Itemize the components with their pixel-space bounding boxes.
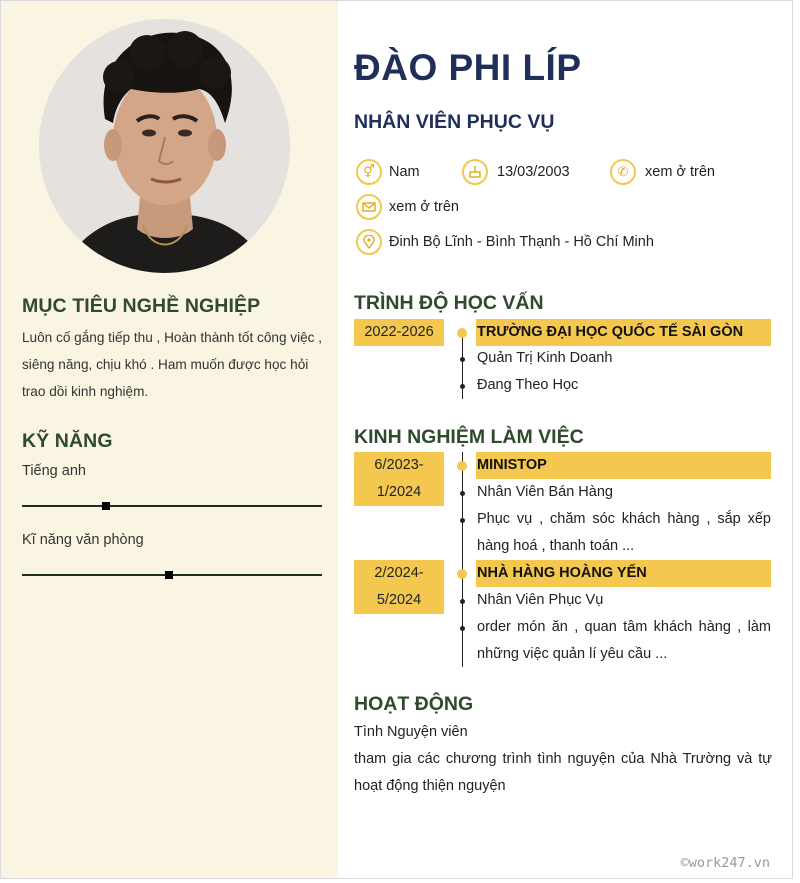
candidate-name: ĐÀO PHI LÍP <box>354 47 582 88</box>
experience-date-end: 5/2024 <box>376 592 422 608</box>
school-name: TRƯỜNG ĐẠI HỌC QUỐC TẾ SÀI GÒN <box>476 319 771 346</box>
bullet <box>460 357 465 362</box>
timeline-dot <box>457 569 467 579</box>
bullet <box>460 491 465 496</box>
email-icon <box>356 194 382 220</box>
activity-title: Tình Nguyện viên <box>354 724 468 740</box>
company-name: MINISTOP <box>476 452 771 479</box>
experience-timeline <box>462 452 463 667</box>
skill-name: Kĩ năng văn phòng <box>22 532 144 548</box>
bullet <box>460 599 465 604</box>
sidebar <box>1 1 338 879</box>
objective-text: Luôn cố gắng tiếp thu , Hoàn thành tốt công việc , siêng năng, chịu khó . Ham muốn được học hỏi trao dồi kinh nghiệm. <box>22 330 323 399</box>
phone-info <box>610 158 715 186</box>
experience-date-end: 1/2024 <box>376 484 422 500</box>
timeline-dot <box>457 328 467 338</box>
avatar <box>39 19 290 273</box>
education-major: Quản Trị Kinh Doanh <box>477 350 613 366</box>
job-position: Nhân Viên Bán Hàng <box>477 484 613 500</box>
skill-bar <box>22 505 322 507</box>
bullet <box>460 518 465 523</box>
experience-date-start: 2/2024- <box>374 565 424 581</box>
watermark: ©work247.vn <box>680 855 770 871</box>
bullet <box>460 384 465 389</box>
company-name: NHÀ HÀNG HOÀNG YẾN <box>476 560 771 587</box>
address-info <box>356 228 654 256</box>
phone-icon: ✆ <box>610 159 636 185</box>
gender-info <box>356 158 420 186</box>
email-value: xem ở trên <box>389 199 459 215</box>
skill-level-marker <box>102 502 110 510</box>
address-value: Đinh Bộ Lĩnh - Bình Thạnh - Hồ Chí Minh <box>389 234 654 250</box>
birthday-cake-icon <box>462 159 488 185</box>
experience-date-start: 6/2023- <box>374 457 424 473</box>
education-date-text: 2022-2026 <box>364 324 434 340</box>
bullet <box>460 626 465 631</box>
skills-heading: KỸ NĂNG <box>22 430 113 452</box>
education-heading: TRÌNH ĐỘ HỌC VẤN <box>354 292 544 314</box>
gender-icon: ⚥ <box>356 159 382 185</box>
activities-heading: HOẠT ĐỘNG <box>354 693 474 715</box>
education-date <box>354 319 444 346</box>
birthday-value: 13/03/2003 <box>497 164 570 180</box>
activity-description: tham gia các chương trình tình nguyện của Nhà Trường và tự hoạt động thiện nguyện <box>354 751 772 794</box>
email-info <box>356 193 459 221</box>
skill-name: Tiếng anh <box>22 463 86 479</box>
job-title: NHÂN VIÊN PHỤC VỤ <box>354 111 555 133</box>
skill-bar <box>22 574 322 576</box>
experience-heading: KINH NGHIỆM LÀM VIỆC <box>354 426 584 448</box>
experience-date <box>354 452 444 506</box>
experience-date <box>354 560 444 614</box>
phone-value: xem ở trên <box>645 164 715 180</box>
skill-level-marker <box>165 571 173 579</box>
job-description: order món ăn , quan tâm khách hàng , làm những việc quản lí yêu cầu ... <box>477 619 771 662</box>
timeline-dot <box>457 461 467 471</box>
job-description: Phục vụ , chăm sóc khách hàng , sắp xếp hàng hoá , thanh toán ... <box>477 511 771 554</box>
birthday-info <box>462 158 570 186</box>
map-pin-icon <box>356 229 382 255</box>
objective-heading: MỤC TIÊU NGHỀ NGHIỆP <box>22 295 261 317</box>
gender-value: Nam <box>389 164 420 180</box>
education-status: Đang Theo Học <box>477 377 579 393</box>
job-position: Nhân Viên Phục Vụ <box>477 592 604 608</box>
